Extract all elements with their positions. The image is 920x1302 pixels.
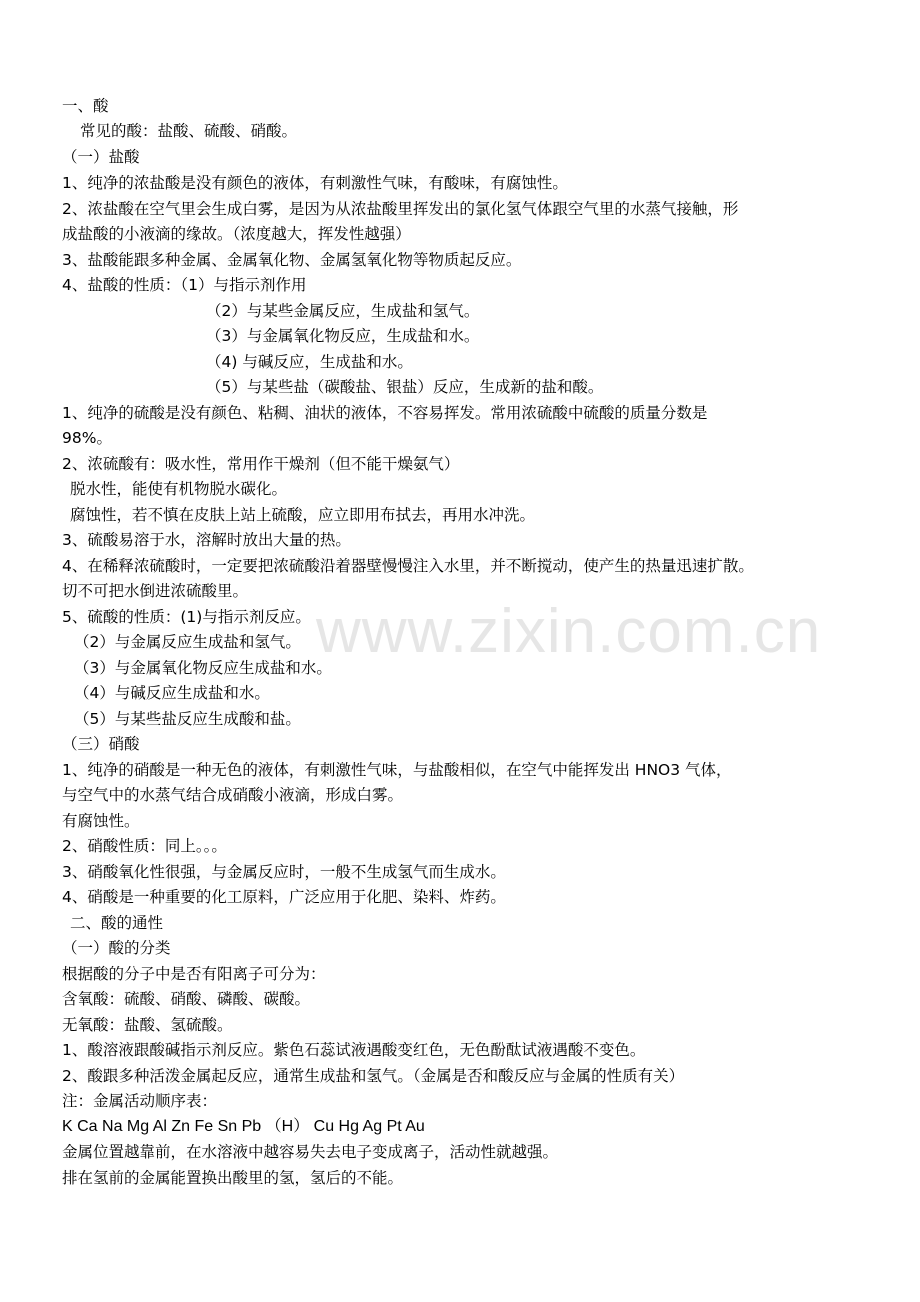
text-line: 有腐蚀性。 (62, 812, 140, 830)
metal-activity-series: K Ca Na Mg Al Zn Fe Sn Pb （H） Cu Hg Ag Pt Au (62, 1118, 425, 1135)
text-line: 成盐酸的小液滴的缘故。（浓度越大，挥发性越强） (62, 225, 411, 243)
text-line: 与空气中的水蒸气结合成硝酸小液滴，形成白雾。 (62, 786, 404, 804)
text-line: 金属位置越靠前，在水溶液中越容易失去电子变成离子，活动性就越强。 (62, 1143, 559, 1161)
text-line: 根据酸的分子中是否有阳离子可分为： (62, 965, 326, 983)
text-line: 2、浓硫酸有：吸水性，常用作干燥剂（但不能干燥氨气） (62, 455, 460, 473)
property-item: （5）与某些盐反应生成酸和盐。 (74, 710, 301, 728)
property-item: （2）与某些金属反应，生成盐和氢气。 (206, 302, 480, 320)
text-line: 1、纯净的浓盐酸是没有颜色的液体，有刺激性气味，有酸味，有腐蚀性。 (62, 174, 568, 192)
text-line: 2、浓盐酸在空气里会生成白雾，是因为从浓盐酸里挥发出的氯化氢气体跟空气里的水蒸气接触，形 (62, 200, 739, 218)
text-line: 4、盐酸的性质：（1）与指示剂作用 (62, 276, 307, 294)
text-line: 无氧酸：盐酸、氢硫酸。 (62, 1016, 233, 1034)
text-line: 4、在稀释浓硫酸时，一定要把浓硫酸沿着器壁慢慢注入水里，并不断搅动，使产生的热量迅速扩散。 (62, 557, 754, 575)
property-item: （4）与碱反应生成盐和水。 (74, 684, 270, 702)
text-line: 2、酸跟多种活泼金属起反应，通常生成盐和氢气。（金属是否和酸反应与金属的性质有关） (62, 1067, 685, 1085)
text-line: 3、硫酸易溶于水，溶解时放出大量的热。 (62, 531, 351, 549)
watermark: www.zixin.com.cn (316, 597, 822, 666)
text-line: 切不可把水倒进浓硫酸里。 (62, 582, 249, 600)
text-line: 4、硝酸是一种重要的化工原料，广泛应用于化肥、染料、炸药。 (62, 888, 506, 906)
common-acids-line: 常见的酸：盐酸、硫酸、硝酸。 (80, 122, 298, 140)
section-heading-acid-properties: 二、酸的通性 (70, 914, 164, 932)
text-line: 3、硝酸氧化性很强，与金属反应时，一般不生成氢气而生成水。 (62, 863, 506, 881)
text-line: 3、盐酸能跟多种金属、金属氧化物、金属氢氧化物等物质起反应。 (62, 251, 522, 269)
property-item: （3）与金属氧化物反应，生成盐和水。 (206, 327, 480, 345)
text-line: 2、硝酸性质：同上。。。 (62, 837, 227, 855)
text-line: 脱水性，能使有机物脱水碳化。 (70, 480, 288, 498)
text-line: 1、酸溶液跟酸碱指示剂反应。紫色石蕊试液遇酸变红色，无色酚酞试液遇酸不变色。 (62, 1041, 646, 1059)
property-item: （5）与某些盐（碳酸盐、银盐）反应，生成新的盐和酸。 (206, 378, 604, 396)
text-line: 1、纯净的硝酸是一种无色的液体，有刺激性气味，与盐酸相似，在空气中能挥发出 HNO3 气体， (62, 761, 732, 779)
property-item: （4) 与碱反应，生成盐和水。 (206, 353, 413, 371)
text-line: 5、硫酸的性质：(1)与指示剂反应。 (62, 608, 311, 626)
property-item: （2）与金属反应生成盐和氢气。 (74, 633, 301, 651)
text-line: 含氧酸：硫酸、硝酸、磷酸、碳酸。 (62, 990, 311, 1008)
section-heading-acid: 一、酸 (62, 97, 109, 115)
text-line: 排在氢前的金属能置换出酸里的氢，氢后的不能。 (62, 1169, 404, 1187)
subsection-heading-hydrochloric: （一）盐酸 (62, 148, 140, 166)
property-item: （3）与金属氧化物反应生成盐和水。 (74, 659, 332, 677)
text-line: 注：金属活动顺序表： (62, 1092, 218, 1110)
text-line: 腐蚀性，若不慎在皮肤上站上硫酸，应立即用布拭去，再用水冲洗。 (70, 506, 536, 524)
text-line: 98%。 (62, 429, 112, 447)
subsection-heading-classification: （一）酸的分类 (62, 939, 171, 957)
text-line: 1、纯净的硫酸是没有颜色、粘稠、油状的液体，不容易挥发。常用浓硫酸中硫酸的质量分数是 (62, 404, 708, 422)
subsection-heading-nitric: （三）硝酸 (62, 735, 140, 753)
